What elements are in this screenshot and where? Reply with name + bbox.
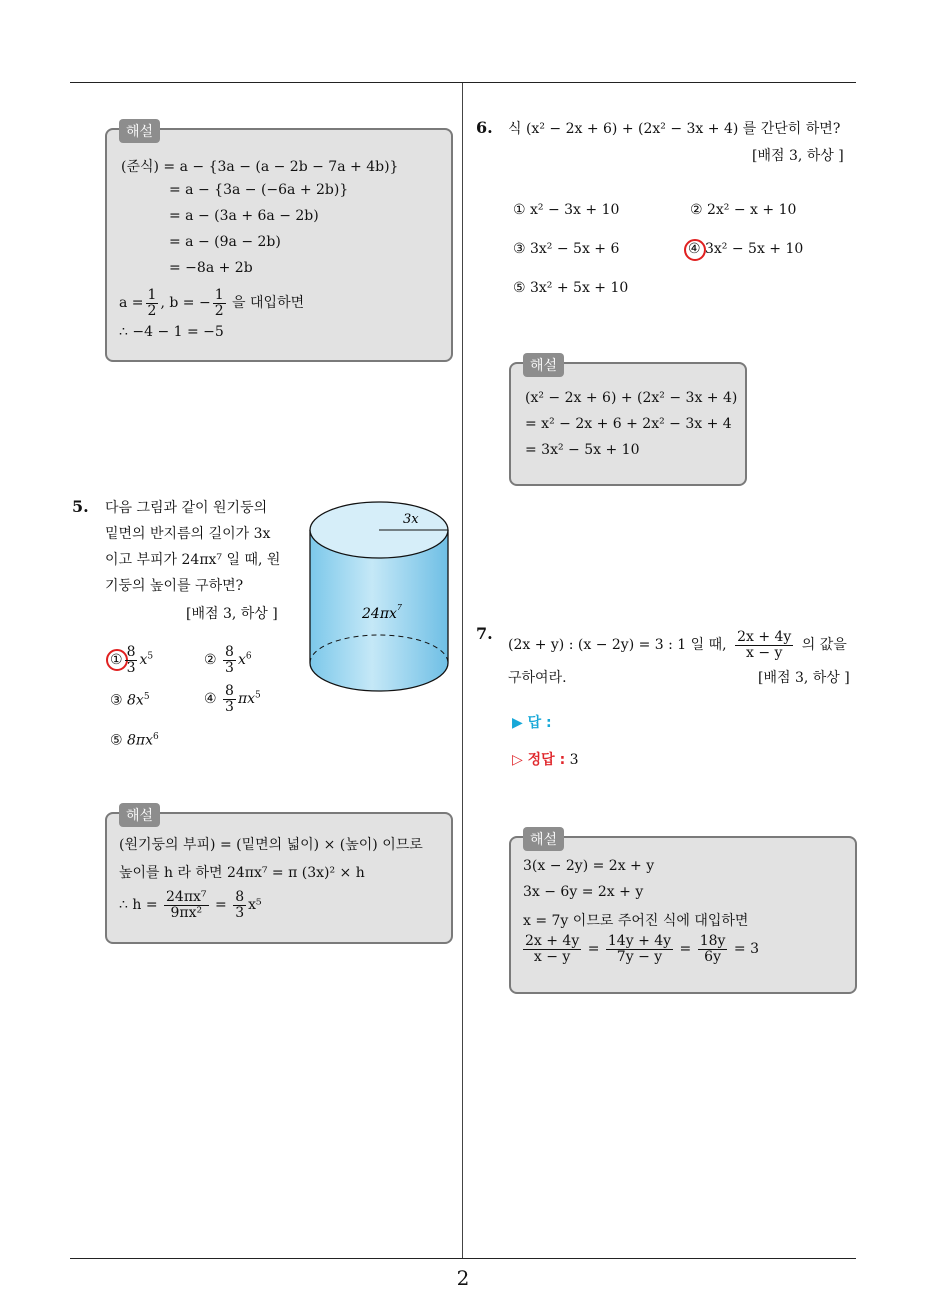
q6-score: [배점 3, 하상 ] (752, 148, 844, 164)
bottom-rule (70, 1258, 856, 1259)
q4-sol-substitution: a = $\frac{1}{2}$ , b = − $\frac{1}{2}$ 을 대입하면 (119, 287, 305, 319)
solution-tag: 해설 (523, 353, 564, 377)
q5-option-4[interactable]: ④ $\frac{8}{3}$ $\pi x^5$ (204, 683, 261, 715)
q4-sol-line-1: (준식) = a − {3a − (a − 2b − 7a + 4b)} (121, 159, 399, 175)
solution-tag: 해설 (119, 803, 160, 827)
q4-sol-line-2: = a − {3a − (−6a + 2b)} (169, 182, 349, 198)
q6-option-4[interactable]: ④ 3x² − 5x + 10 (688, 241, 804, 257)
solution-tag: 해설 (119, 119, 160, 143)
q5-option-3[interactable]: ③ $8x^5$ (110, 692, 150, 709)
q6-option-3[interactable]: ③ 3x² − 5x + 6 (513, 241, 620, 257)
q7-number: 7. (476, 624, 493, 643)
q7-sol-line-1: 3(x − 2y) = 2x + y (523, 858, 655, 874)
q7-answer-label[interactable]: ▶ 답 : (512, 715, 552, 731)
q4-sol-conclusion: ∴ −4 − 1 = −5 (119, 324, 224, 340)
figure-volume-label: $24\pi x^7$ (362, 603, 403, 622)
q5-text-line-3: 이고 부피가 24πx⁷ 일 때, 원 (105, 552, 281, 568)
q7-correct-answer: ▷ 정답 : 3 (512, 752, 579, 768)
q7-solution-box (509, 832, 857, 994)
q5-option-2[interactable]: ② $\frac{8}{3}$ $x^6$ (204, 644, 252, 676)
q5-sol-line-1: (원기둥의 부피) = (밑면의 넓이) × (높이) 이므로 (119, 837, 423, 853)
solution-tag: 해설 (523, 827, 564, 851)
q6-sol-line-2: = x² − 2x + 6 + 2x² − 3x + 4 (525, 416, 732, 432)
q5-option-1[interactable]: ① $\frac{8}{3}$ $x^5$ (110, 644, 154, 676)
cylinder-figure (300, 495, 460, 710)
q7-sol-line-4: $\frac{2x + 4y}{x - y}$ = $\frac{14y + 4y}{7y - y}$ = $\frac{18y}{6y}$ = 3 (525, 933, 759, 965)
q5-option-5[interactable]: ⑤ $8\pi x^6$ (110, 732, 159, 749)
q6-option-5[interactable]: ⑤ 3x² + 5x + 10 (513, 280, 629, 296)
q6-sol-line-3: = 3x² − 5x + 10 (525, 442, 640, 458)
q7-question-line-2: 구하여라. (508, 670, 567, 686)
q5-solution-box (105, 808, 453, 944)
q4-sol-line-4: = a − (9a − 2b) (169, 234, 281, 250)
q6-question: 식 (x² − 2x + 6) + (2x² − 3x + 4) 를 간단히 하면? (508, 121, 841, 137)
q5-score: [배점 3, 하상 ] (186, 606, 278, 622)
q6-number: 6. (476, 118, 493, 137)
q5-text-line-1: 다음 그림과 같이 원기둥의 (105, 500, 268, 516)
q5-number: 5. (72, 497, 89, 516)
q7-sol-line-2: 3x − 6y = 2x + y (523, 884, 644, 900)
q4-solution-box (105, 124, 453, 362)
q5-question (105, 495, 295, 599)
top-rule (70, 82, 856, 83)
q6-solution-box (509, 358, 747, 486)
q7-score: [배점 3, 하상 ] (758, 670, 850, 686)
figure-radius-label: 3x (403, 512, 419, 527)
q5-sol-line-2: 높이를 h 라 하면 24πx⁷ = π (3x)² × h (119, 865, 365, 881)
q7-sol-line-3: x = 7y 이므로 주어진 식에 대입하면 (523, 913, 749, 929)
q4-sol-line-5: = −8a + 2b (169, 260, 253, 276)
q7-question-line-1: (2x + y) : (x − 2y) = 3 : 1 일 때, $\frac{2x + 4y}{x - y}$ 의 값을 (508, 629, 847, 661)
q6-option-1[interactable]: ① x² − 3x + 10 (513, 202, 620, 218)
page-number: 2 (456, 1266, 470, 1290)
q6-sol-line-1: (x² − 2x + 6) + (2x² − 3x + 4) (525, 390, 738, 406)
q5-text-line-2: 밑면의 반지름의 길이가 3x (105, 526, 271, 542)
q5-sol-line-3: ∴ h = $\frac{\text{24πx⁷}}{\text{9πx²}}$ = $\frac{8}{3}$ x⁵ (119, 889, 262, 921)
q5-text-line-4: 기둥의 높이를 구하면? (105, 578, 244, 594)
q4-sol-line-3: = a − (3a + 6a − 2b) (169, 208, 319, 224)
q6-option-2[interactable]: ② 2x² − x + 10 (690, 202, 797, 218)
column-divider (462, 83, 463, 1258)
